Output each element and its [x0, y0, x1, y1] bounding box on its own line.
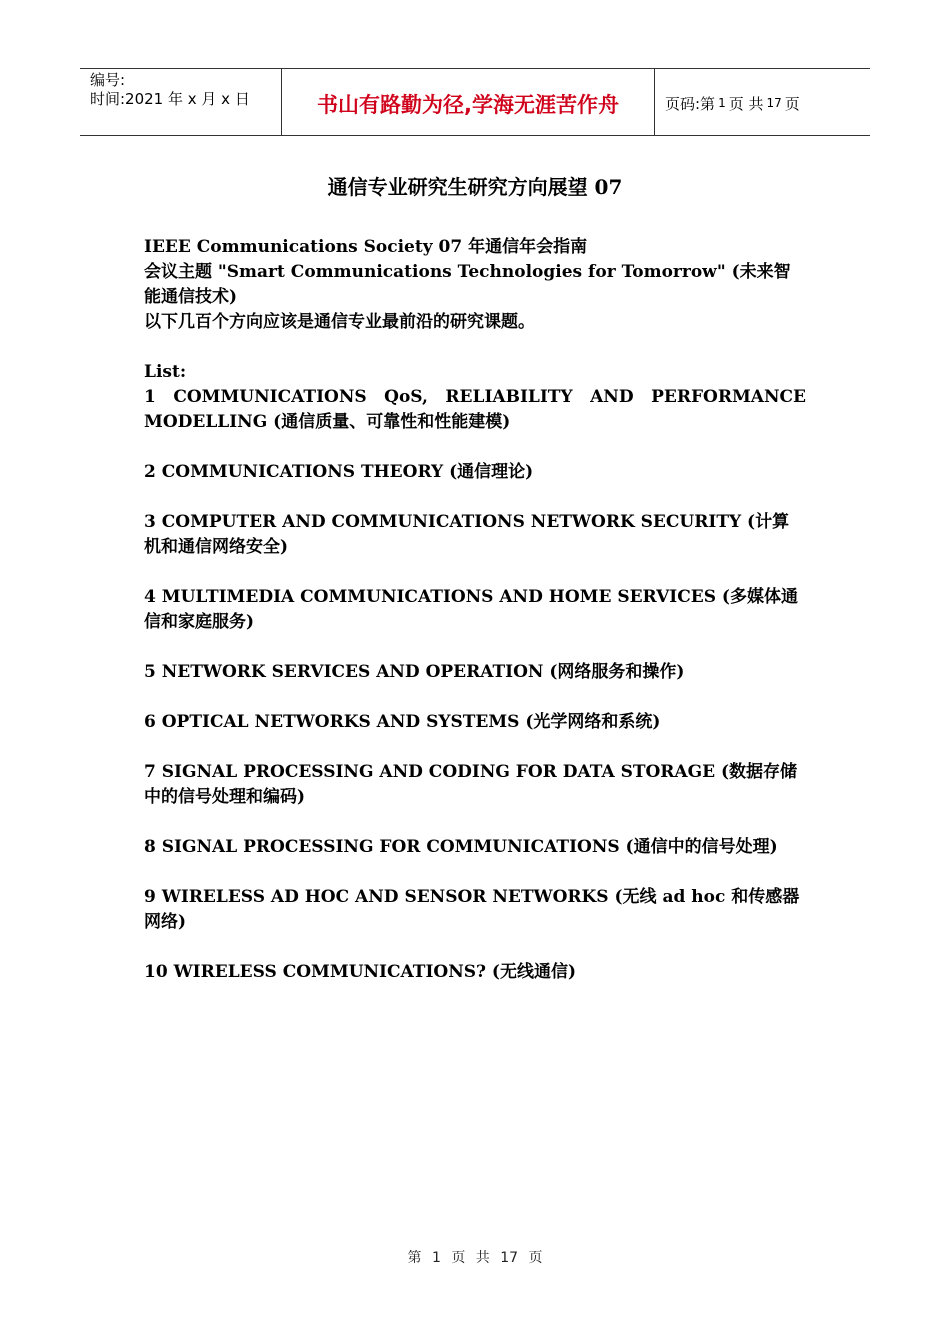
list-item: 9 WIRELESS AD HOC AND SENSOR NETWORKS (无线 ad hoc 和传感器网络): [144, 887, 800, 932]
document-title: 通信专业研究生研究方向展望 07: [327, 175, 623, 199]
intro-line-3: 以下几百个方向应该是通信专业最前沿的研究课题。: [144, 312, 535, 332]
page-mid-label: 页 共: [728, 94, 764, 113]
list-item: 5 NETWORK SERVICES AND OPERATION (网络服务和操作): [144, 662, 685, 682]
page-footer: [0, 1247, 950, 1267]
header-motto: 书山有路勤为径,学海无涯苦作舟: [281, 69, 655, 135]
footer-word: 页: [451, 1250, 466, 1266]
intro-line-2: 会议主题 "Smart Communications Technologies for Tomorrow" (未来智能通信技术): [144, 262, 791, 307]
list-item: 1 COMMUNICATIONS QoS, RELIABILITY AND PERFORMANCE MODELLING (通信质量、可靠性和性能建模): [144, 387, 806, 432]
intro-line-1: IEEE Communications Society 07 年通信年会指南: [144, 237, 588, 257]
list-item: 7 SIGNAL PROCESSING AND CODING FOR DATA STORAGE (数据存储中的信号处理和编码): [144, 762, 798, 807]
list-label: List:: [144, 362, 187, 382]
footer-word: 共: [475, 1250, 490, 1266]
page-current: 1: [718, 96, 726, 110]
page-end-label: 页: [784, 94, 800, 113]
footer-word: 第: [407, 1250, 422, 1266]
header-info: [80, 69, 281, 135]
page-label: 页码:第: [665, 94, 716, 113]
document-body: [144, 235, 806, 985]
footer-current-page: 1: [431, 1250, 441, 1266]
page-header: [80, 68, 870, 136]
document-number-label: 编号:: [90, 71, 126, 89]
list-item: 10 WIRELESS COMMUNICATIONS? (无线通信): [144, 962, 576, 982]
list-item: 4 MULTIMEDIA COMMUNICATIONS AND HOME SERVICES (多媒体通信和家庭服务): [144, 587, 798, 632]
footer-word: 页: [528, 1250, 543, 1266]
list-item: 8 SIGNAL PROCESSING FOR COMMUNICATIONS (通信中的信号处理): [144, 837, 778, 857]
page-total: 17: [766, 96, 782, 110]
document-time-label: 时间:2021 年 x 月 x 日: [90, 90, 250, 108]
header-page-indicator: [655, 69, 870, 135]
footer-total-pages: 17: [500, 1250, 519, 1266]
list-item: 6 OPTICAL NETWORKS AND SYSTEMS (光学网络和系统): [144, 712, 661, 732]
list-item: 2 COMMUNICATIONS THEORY (通信理论): [144, 462, 534, 482]
list-item: 3 COMPUTER AND COMMUNICATIONS NETWORK SECURITY (计算机和通信网络安全): [144, 512, 790, 557]
